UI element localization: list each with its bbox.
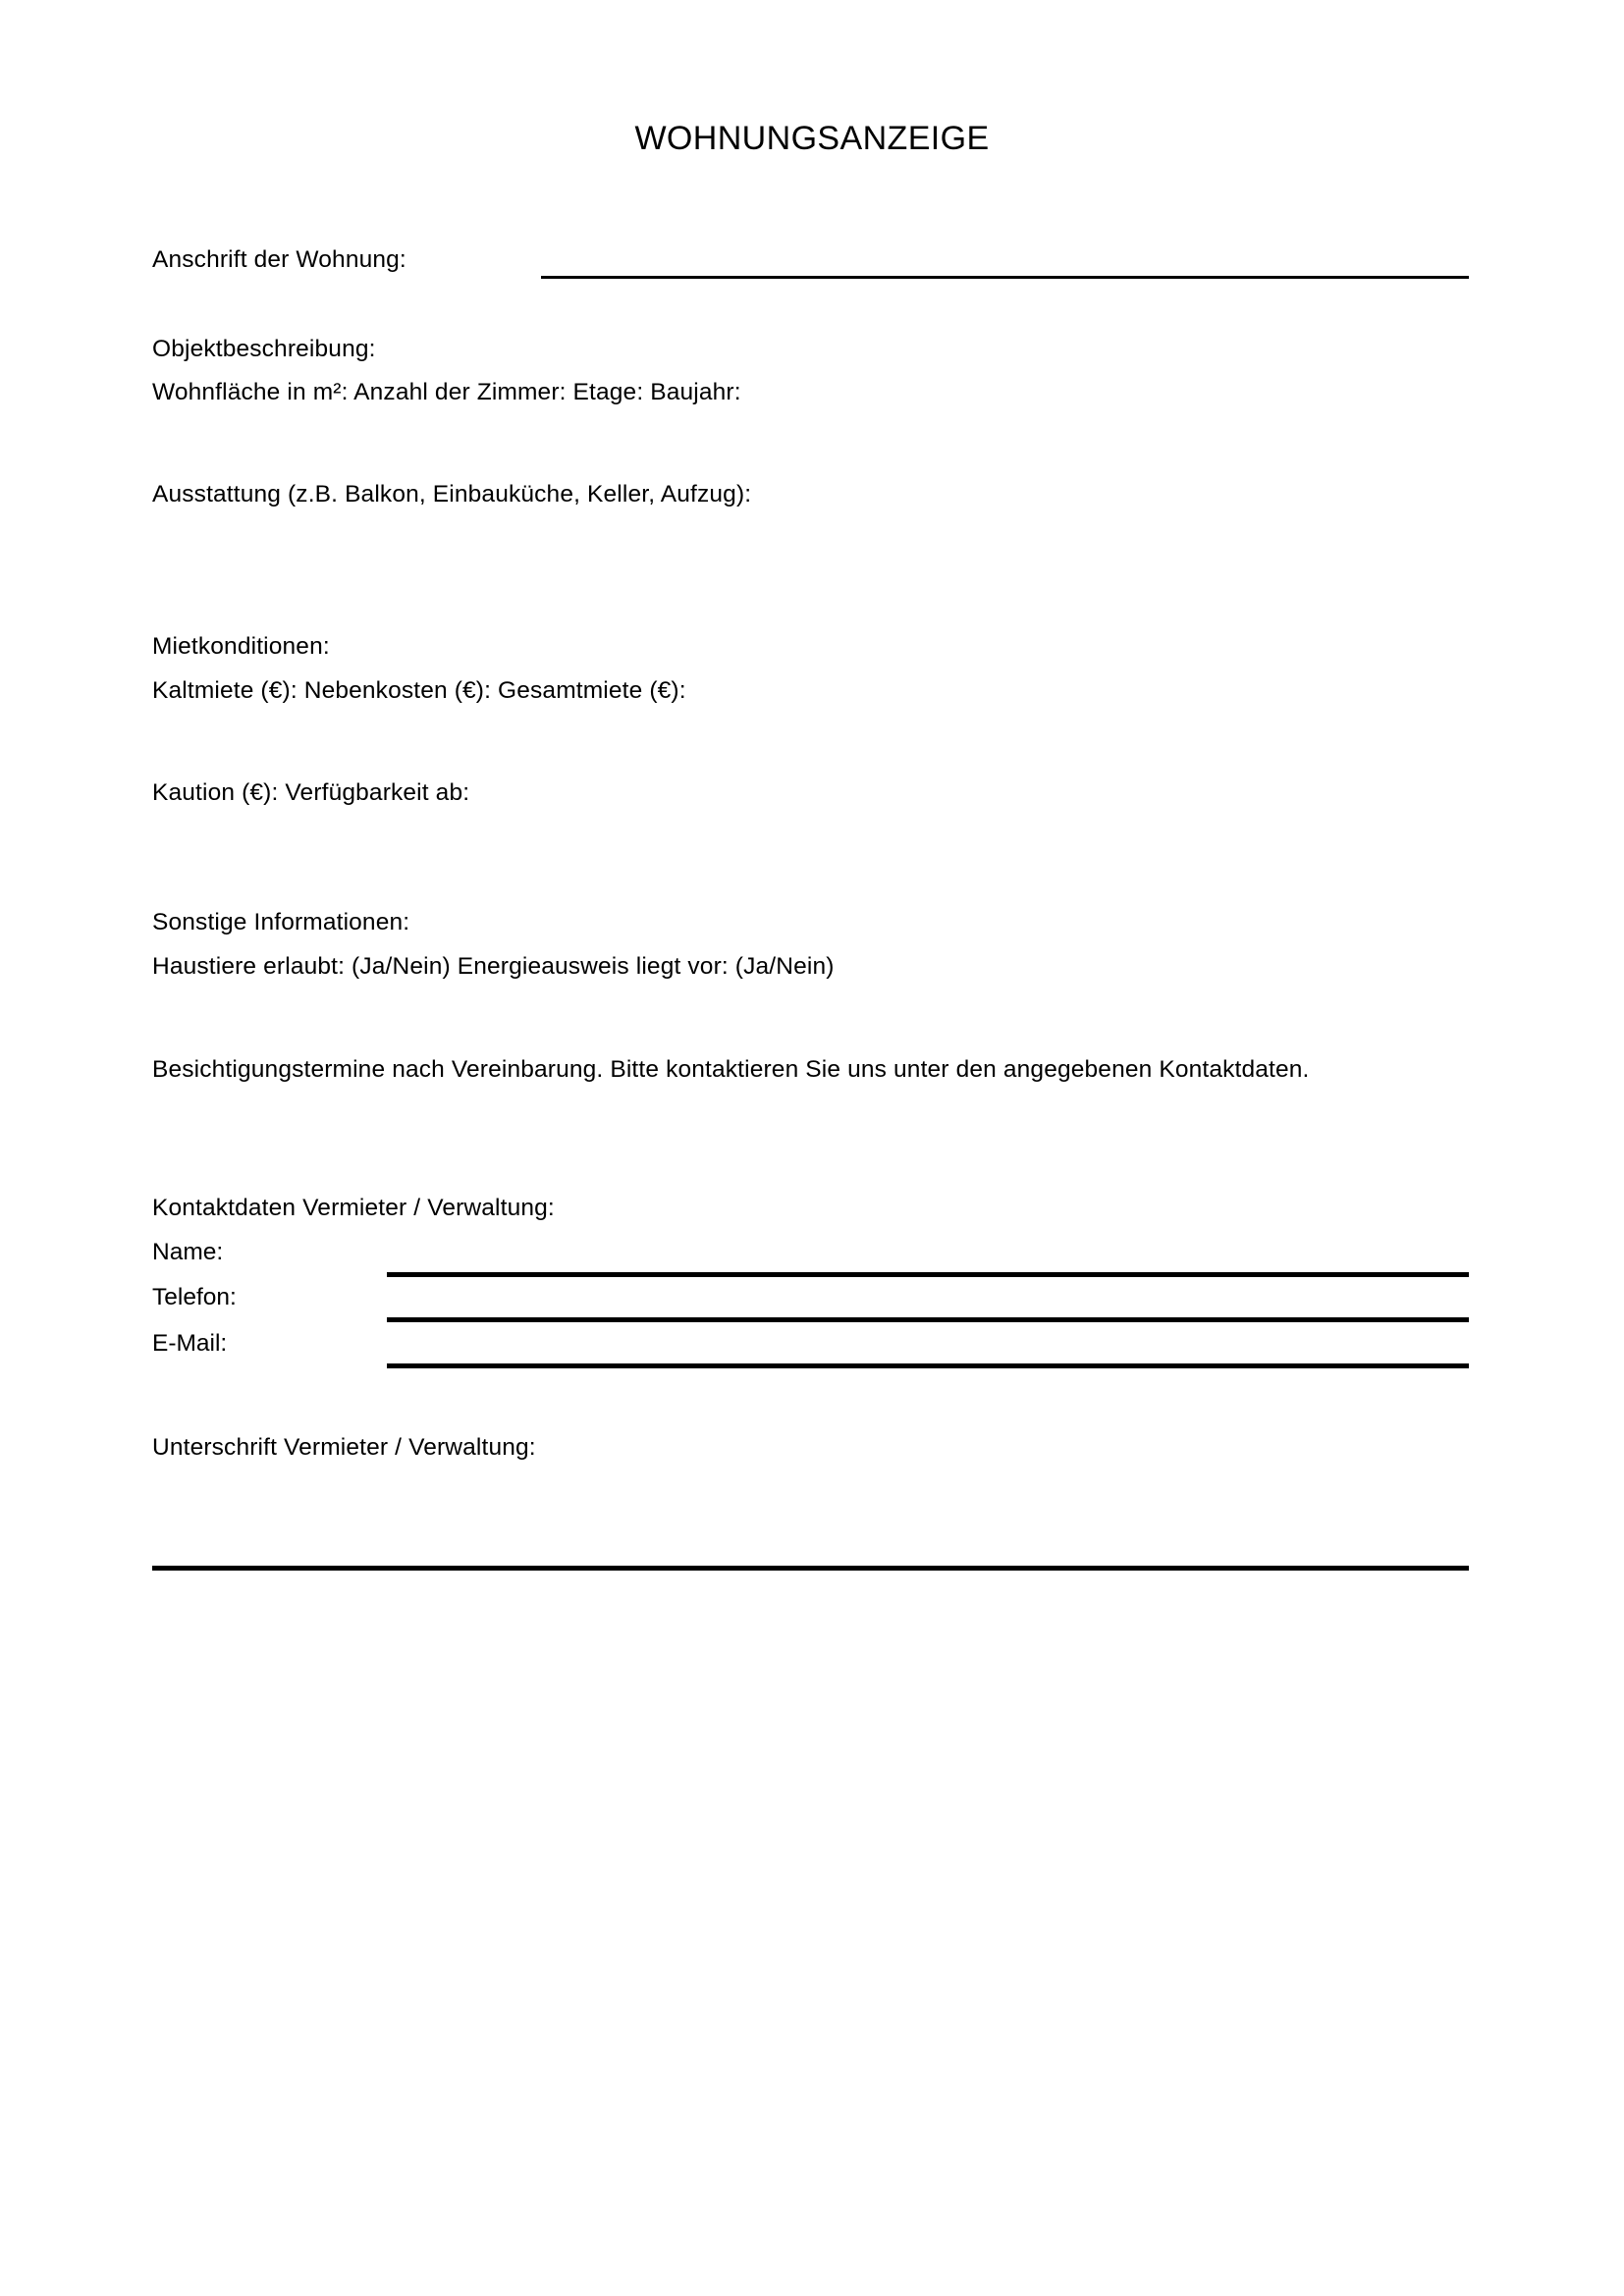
- deposit-availability-line: Kaution (€): Verfügbarkeit ab:: [152, 779, 470, 806]
- address-label: Anschrift der Wohnung:: [152, 246, 406, 273]
- property-description-heading: Objektbeschreibung:: [152, 336, 376, 362]
- features-line: Ausstattung (z.B. Balkon, Einbauküche, Keller, Aufzug):: [152, 481, 752, 507]
- contact-heading: Kontaktdaten Vermieter / Verwaltung:: [152, 1195, 555, 1221]
- address-input-rule[interactable]: [541, 276, 1469, 279]
- signature-heading: Unterschrift Vermieter / Verwaltung:: [152, 1434, 536, 1461]
- contact-name-input-rule[interactable]: [387, 1272, 1469, 1277]
- pets-energy-line: Haustiere erlaubt: (Ja/Nein) Energieausweis liegt vor: (Ja/Nein): [152, 953, 835, 980]
- contact-phone-input-rule[interactable]: [387, 1317, 1469, 1322]
- property-fields-line: Wohnfläche in m²: Anzahl der Zimmer: Etage: Baujahr:: [152, 379, 741, 405]
- other-information-heading: Sonstige Informationen:: [152, 909, 410, 935]
- contact-phone-label: Telefon:: [152, 1284, 237, 1310]
- contact-email-input-rule[interactable]: [387, 1363, 1469, 1368]
- rent-amounts-line: Kaltmiete (€): Nebenkosten (€): Gesamtmiete (€):: [152, 677, 686, 704]
- rent-conditions-heading: Mietkonditionen:: [152, 633, 330, 660]
- contact-name-label: Name:: [152, 1239, 224, 1265]
- page-title: WOHNUNGSANZEIGE: [634, 120, 990, 157]
- viewing-note: Besichtigungstermine nach Vereinbarung. Bitte kontaktieren Sie uns unter den angegebenen Kontaktdaten.: [152, 1056, 1310, 1083]
- contact-email-label: E-Mail:: [152, 1330, 228, 1357]
- signature-input-rule[interactable]: [152, 1566, 1469, 1571]
